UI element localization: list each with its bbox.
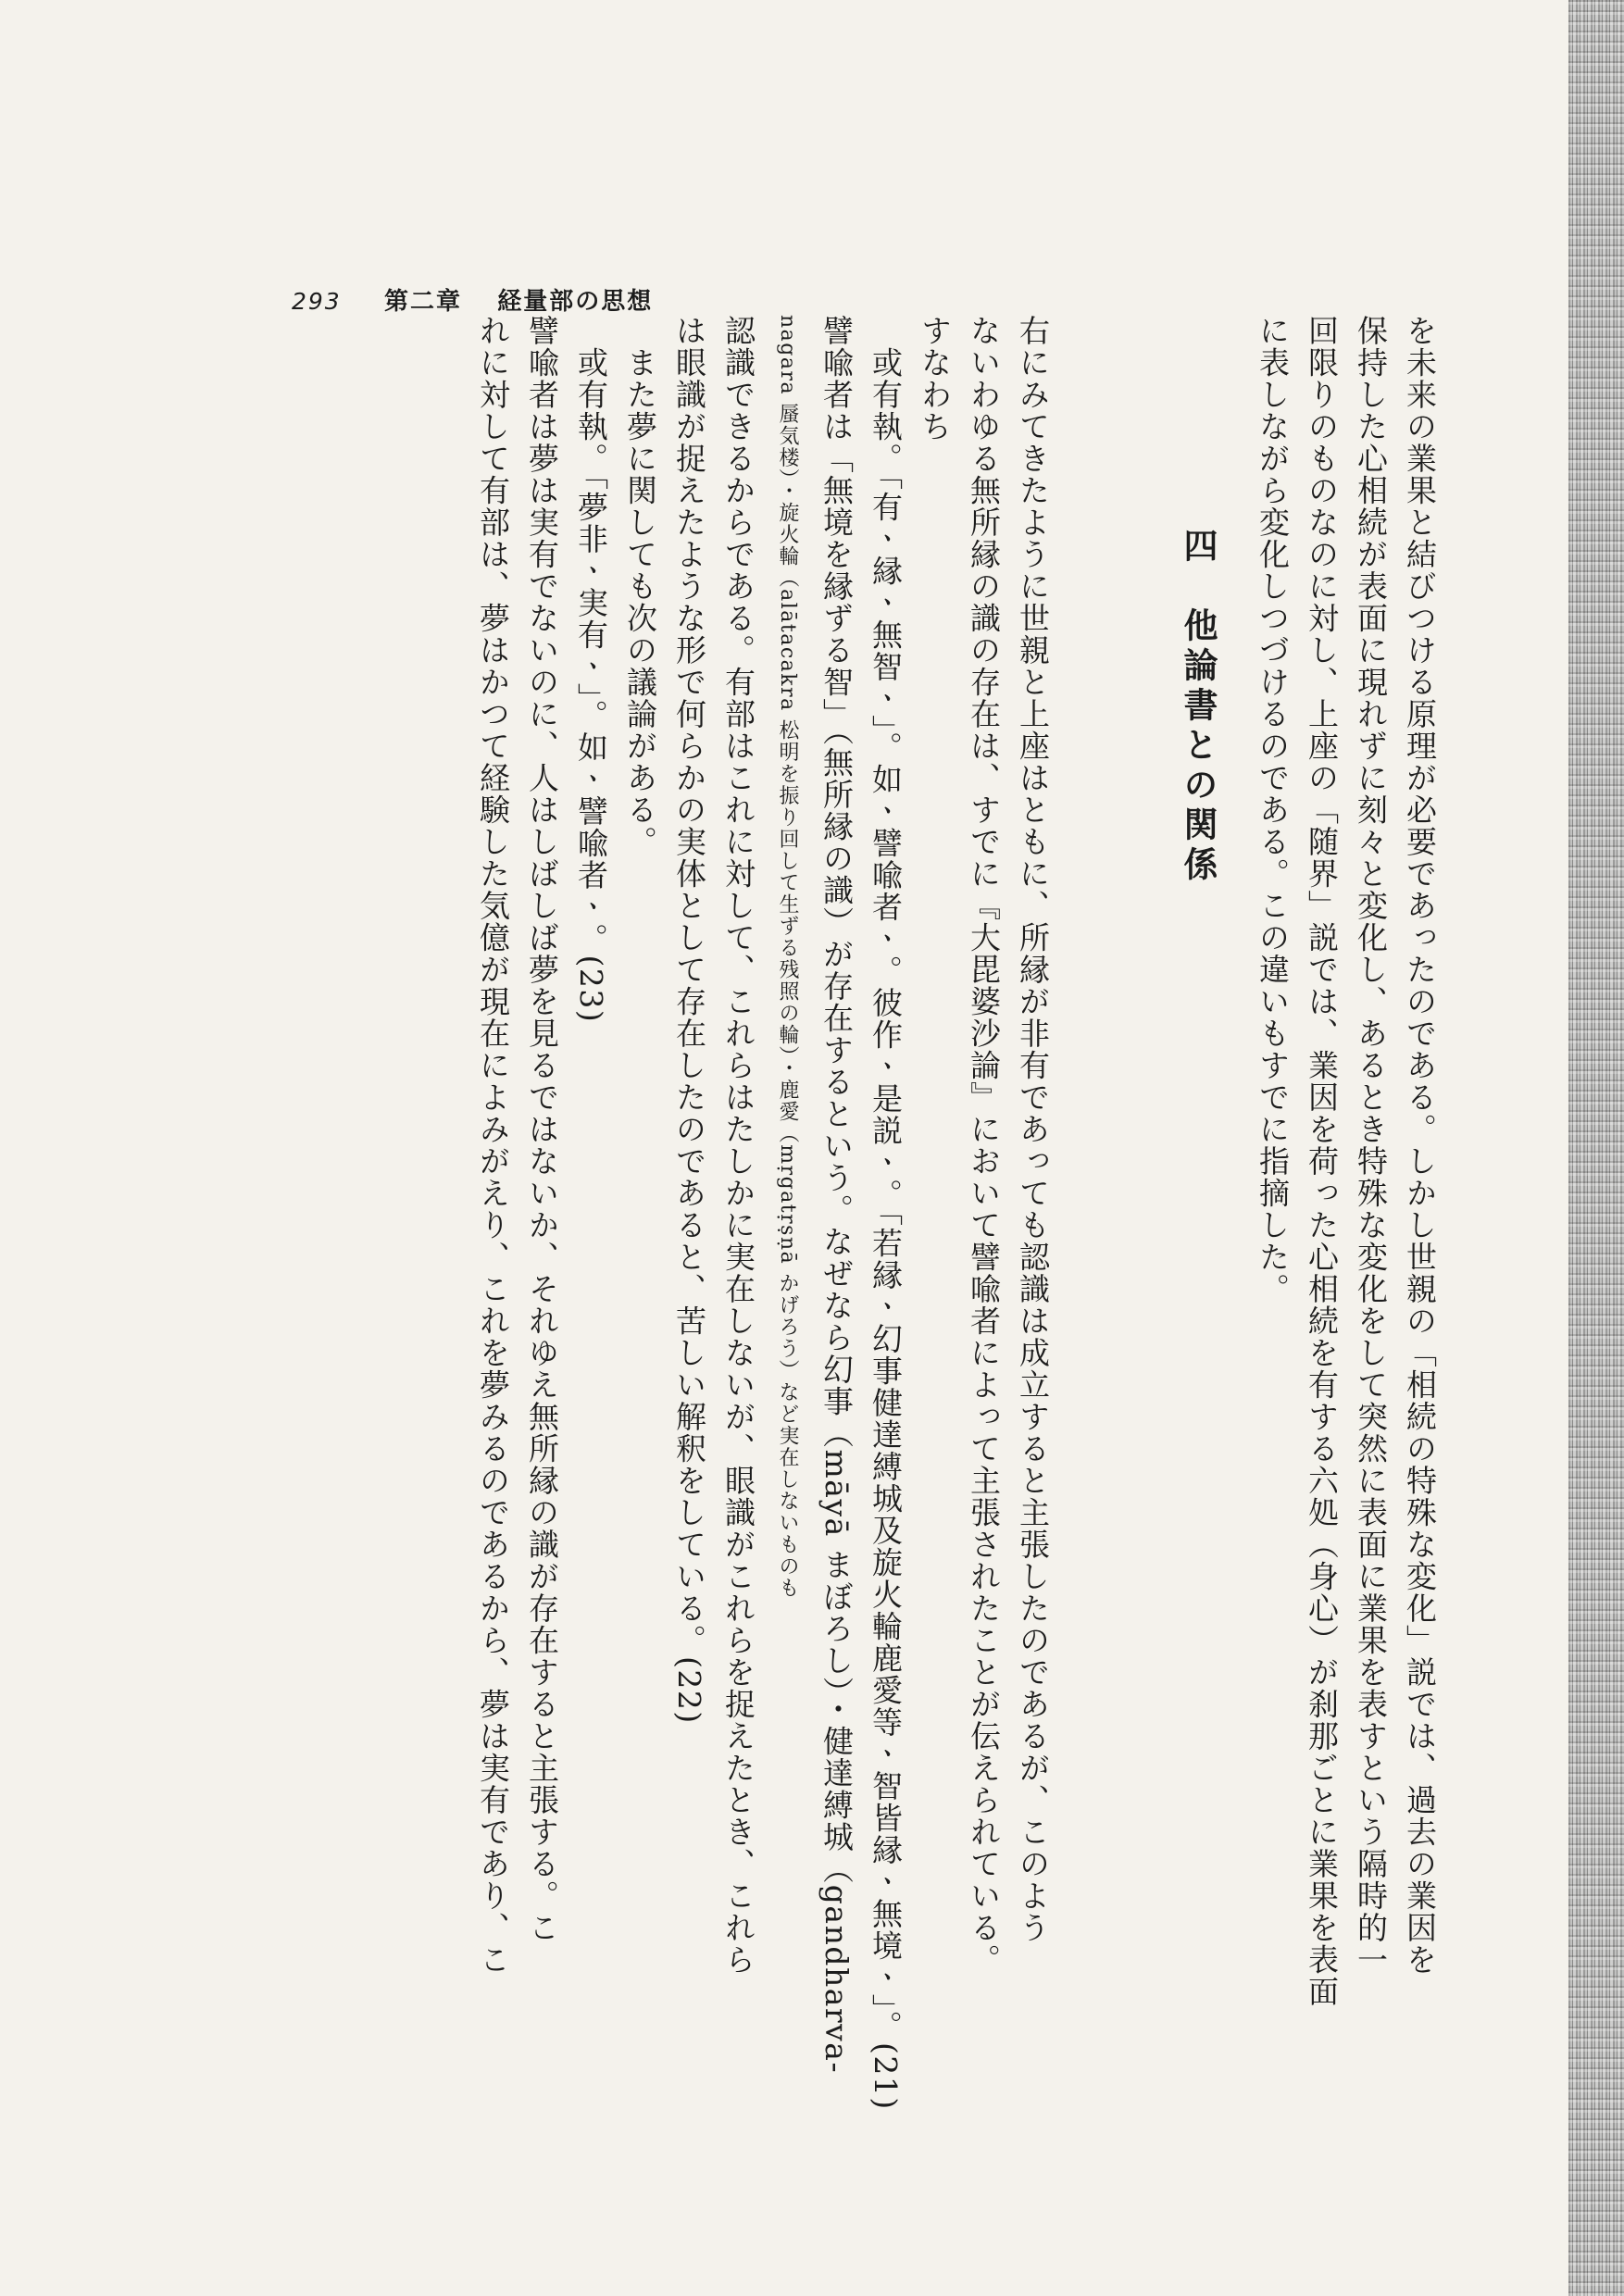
- text-line: れに対して有部は、夢はかつて経験した気億が現在によみがえり、これを夢みるのであるから、夢は実有であり、こ: [475, 315, 511, 1976]
- text-line: nagara 蜃気楼）・旋火輪（alātacakra 松明を振り回して生ずる残照の輪）・鹿愛（mṛgatṛṣṇā かげろう）など実在しないものも: [776, 315, 799, 1600]
- text-line: 保持した心相続が表面に現れずに刻々と変化し、あるとき特殊な変化をして突然に表面に業果を表すという隔時的一: [1353, 315, 1389, 1976]
- chapter-title: 経量部の思想: [497, 288, 654, 316]
- page-number: 293: [292, 288, 342, 315]
- spacer: [1057, 315, 1083, 2129]
- quote-line: 或有執。「夢非ㆍ実有ㆍ」。如ㆍ譬喩者ㆍ。(23): [573, 315, 609, 1024]
- spacer: [1222, 315, 1248, 2129]
- running-head: [292, 282, 653, 317]
- text-line: に表しながら変化しつづけるのである。この違いもすでに指摘した。: [1255, 315, 1291, 1305]
- text-line: 譬喩者は「無境を縁ずる智」（無所縁の識）が存在するという。なぜなら幻事（māyā まぼろし）・健達縛城（gandharva-: [818, 315, 855, 2075]
- text-line: 回限りのものなのに対し、上座の「随界」説では、業因を荷った心相続を有する六処（身心）が刹那ごとに業果を表面: [1304, 315, 1340, 2008]
- text-line: は眼識が捉えたような形で何らかの実体として存在したのであると、苦しい解釈をしている。(22): [671, 315, 707, 1725]
- text-line: 右にみてきたように世親と上座はともに、所縁が非有であっても認識は成立すると主張したのであるが、このよう: [1015, 315, 1051, 1944]
- text-line: すなわち: [917, 315, 953, 443]
- scan-edge-shadow: [1568, 0, 1624, 2296]
- quote-line: 或有執。「有ㆍ縁ㆍ無智ㆍ」。如ㆍ譬喩者ㆍ。彼作ㆍ是説ㆍ。「若縁ㆍ幻事健達縛城及旋火輪鹿愛等ㆍ智皆縁ㆍ無境ㆍ」。(21): [868, 315, 904, 2111]
- section-heading: 四 他論書との関係: [1178, 528, 1218, 886]
- text-line: 譬喩者は夢は実有でないのに、人はしばしば夢を見るではないか、それゆえ無所縁の識が存在すると主張する。こ: [524, 315, 560, 1944]
- chapter-label: 第二章: [383, 288, 462, 316]
- text-line: ないわゆる無所縁の識の存在は、すでに『大毘婆沙論』において譬喩者によって主張されたことが伝えられている。: [966, 315, 1002, 1976]
- text-line: 認識できるからである。有部はこれに対して、これらはたしかに実在しないが、眼識がこれらを捉えたとき、これら: [720, 315, 756, 1976]
- vertical-body-text: [264, 315, 1444, 2129]
- text-line: を未来の業果と結びつける原理が必要であったのである。しかし世親の「相続の特殊な変化」説では、過去の業因を: [1402, 315, 1438, 1976]
- text-line: また夢に関しても次の議論がある。: [622, 315, 658, 858]
